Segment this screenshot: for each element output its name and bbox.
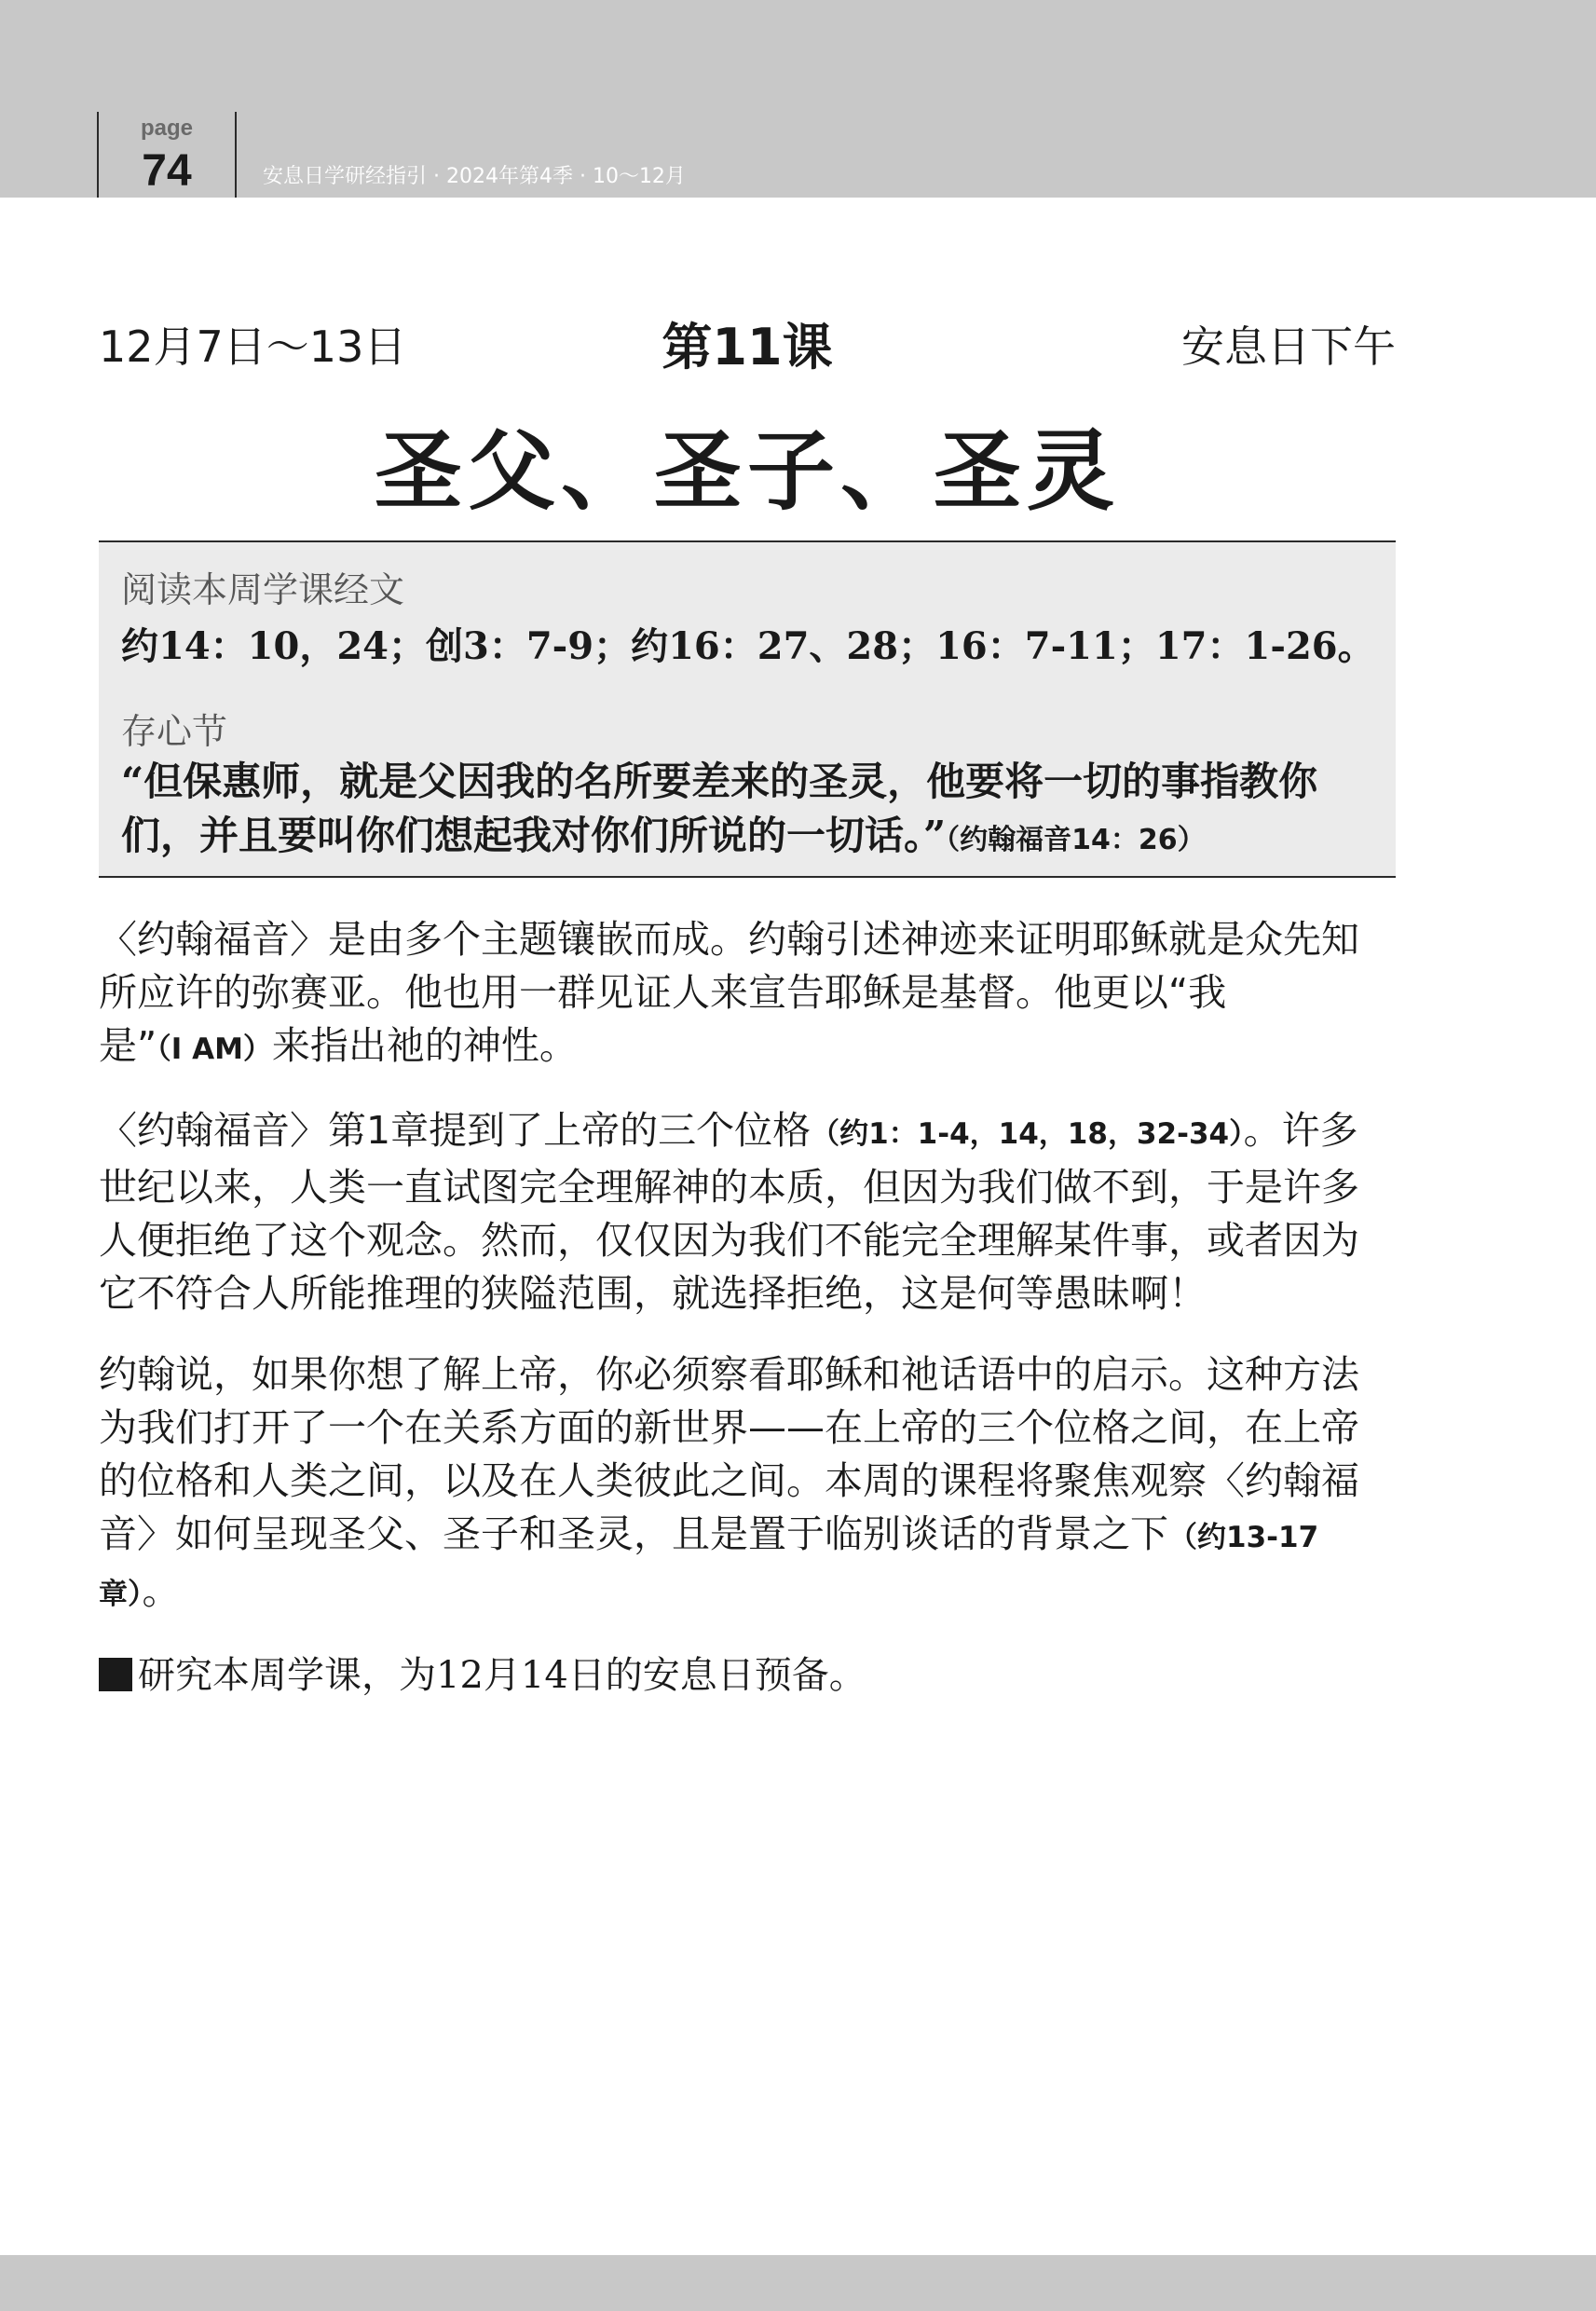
running-title: 安息日学研经指引 · 2024年第4季 · 10～12月	[263, 165, 686, 188]
header-band	[0, 0, 1596, 198]
paragraph-3	[99, 1348, 1396, 1621]
lesson-dates: 12月7日～13日	[99, 321, 407, 372]
lesson-body	[99, 913, 1396, 1702]
paragraph-2	[99, 1104, 1396, 1320]
square-bullet-icon	[99, 1658, 132, 1691]
lesson-number: 第11课	[662, 318, 833, 376]
paragraph-2-reference: （约1：1-4，14，18，32-34）	[811, 1117, 1244, 1151]
lesson-title: 圣父、圣子、圣灵	[374, 420, 1120, 523]
paragraph-3-text-b: 。	[142, 1568, 181, 1613]
paragraph-1-text-a: 〈约翰福音〉是由多个主题镶嵌而成。约翰引述神迹来证明耶稣就是众先知所应许的弥赛亚。他也用一群见证人来宣告耶稣是基督。他更以“我是”	[99, 917, 1359, 1068]
paragraph-1	[99, 913, 1396, 1076]
paragraph-3-reference: （约13-17章）	[99, 1521, 1319, 1611]
page-label: page	[140, 116, 193, 141]
paragraph-1-reference: （I AM）	[157, 1032, 272, 1066]
closing-text: 研究本周学课，为12月14日的安息日预备。	[138, 1654, 866, 1697]
page-number-box	[97, 112, 237, 198]
reading-box	[99, 540, 1396, 878]
paragraph-2-text-a: 〈约翰福音〉第1章提到了上帝的三个位格	[99, 1108, 812, 1153]
memory-verse-label: 存心节	[121, 711, 228, 752]
reading-label: 阅读本周学课经文	[121, 569, 405, 610]
memory-verse-reference: （约翰福音14：26）	[946, 824, 1206, 856]
footer-band	[0, 2255, 1596, 2311]
page-number: 74	[142, 146, 192, 196]
paragraph-1-text-b: 来指出祂的神性。	[271, 1023, 578, 1068]
paragraph-2-text-b: 。许多世纪以来，人类一直试图完全理解神的本质，但因为我们做不到，于是许多人便拒绝了这个观念。然而，仅仅因为我们不能完全理解某件事，或者因为它不符合人所能推理的狭隘范围，就选择拒绝，这是何等愚昧啊！	[99, 1108, 1359, 1316]
paragraph-3-text-a: 约翰说，如果你想了解上帝，你必须察看耶稣和祂话语中的启示。这种方法为我们打开了一个在关系方面的新世界——在上帝的三个位格之间，在上帝的位格和人类之间，以及在人类彼此之间。本周的课程将聚焦观察〈约翰福音〉如何呈现圣父、圣子和圣灵，且是置于临别谈话的背景之下	[99, 1352, 1359, 1556]
lesson-header	[99, 306, 1396, 376]
reading-verses: 约14：10，24；创3：7-9；约16：27、28；16：7-11；17：1-26。	[121, 624, 1375, 668]
closing-note	[99, 1649, 1396, 1702]
lesson-day: 安息日下午	[1181, 321, 1396, 372]
memory-verse	[121, 755, 1379, 868]
memory-verse-text: “但保惠师，就是父因我的名所要差来的圣灵，他要将一切的事指教你们，并且要叫你们想起我对你们所说的一切话。”	[121, 759, 1318, 858]
